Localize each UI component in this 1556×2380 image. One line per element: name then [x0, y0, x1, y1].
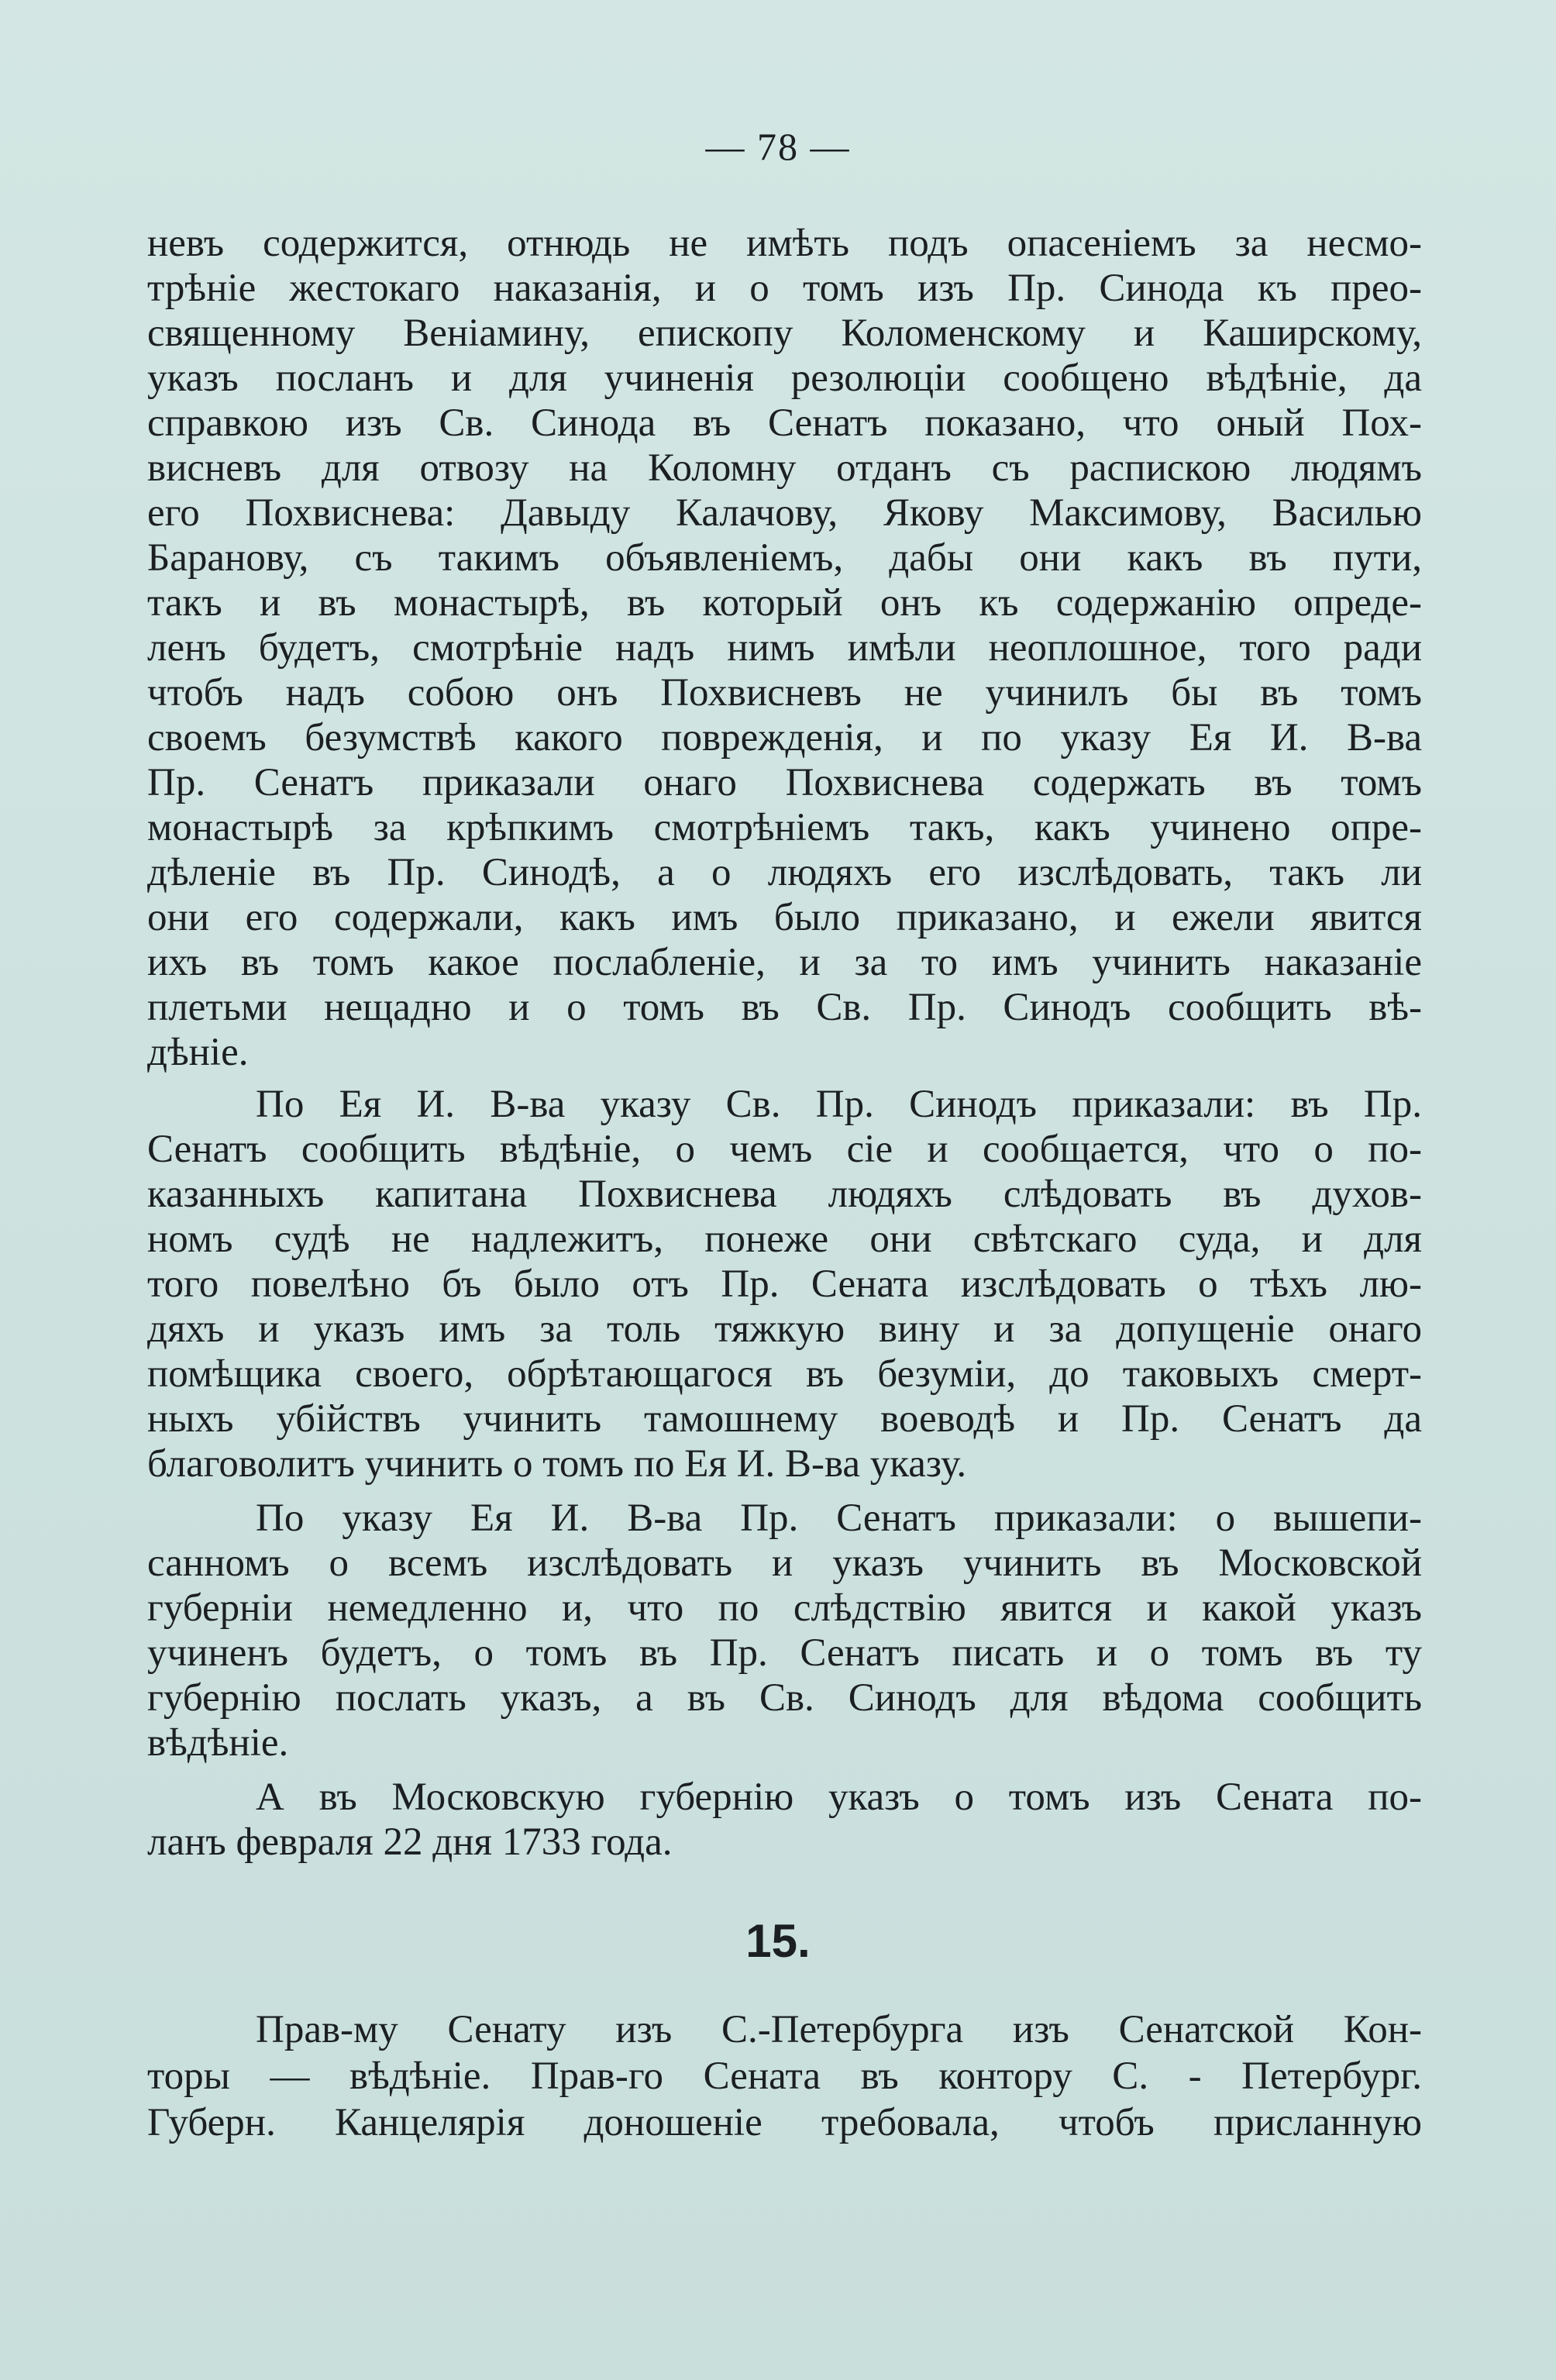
- text-line: трѣніе жестокаго наказанія, и о томъ изъ Пр. Синода къ прео-: [147, 267, 1422, 310]
- text-line: того повелѣно бъ было отъ Пр. Сената изслѣдовать о тѣхъ лю-: [147, 1262, 1422, 1306]
- text-line: ныхъ убійствъ учинить тамошнему воеводѣ и Пр. Сенатъ да: [147, 1397, 1422, 1441]
- text-line: ленъ будетъ, смотрѣніе надъ нимъ имѣли неоплошное, того ради: [147, 626, 1422, 670]
- text-line: висневъ для отвозу на Коломну отданъ съ распискою людямъ: [147, 446, 1422, 490]
- text-line: его Похвиснева: Давыду Калачову, Якову Максимову, Василью: [147, 491, 1422, 535]
- text-line: санномъ о всемъ изслѣдовать и указъ учинить въ Московской: [147, 1541, 1422, 1585]
- text-line: дяхъ и указъ имъ за толь тяжкую вину и за допущеніе онаго: [147, 1307, 1422, 1351]
- text-line: они его содержали, какъ имъ было приказано, и ежели явится: [147, 896, 1422, 939]
- text-line: вѣдѣніе.: [147, 1721, 289, 1765]
- text-line: помѣщика своего, обрѣтающагося въ безуміи, до таковыхъ смерт-: [147, 1352, 1422, 1396]
- text-line: Губерн. Канцелярія доношеніе требовала, чтобъ присланную: [147, 2101, 1422, 2144]
- text-line: дѣніе.: [147, 1031, 249, 1074]
- text-line: По Ея И. В-ва указу Св. Пр. Синодъ приказали: въ Пр.: [256, 1083, 1422, 1126]
- text-line: чтобъ надъ собою онъ Похвисневъ не учинилъ бы въ томъ: [147, 671, 1422, 715]
- text-line: губернію послать указъ, а въ Св. Синодъ для вѣдома сообщить: [147, 1676, 1422, 1720]
- text-line: дѣленіе въ Пр. Синодѣ, а о людяхъ его изслѣдовать, такъ ли: [147, 851, 1422, 894]
- text-line: учиненъ будетъ, о томъ въ Пр. Сенатъ писать и о томъ въ ту: [147, 1631, 1422, 1675]
- text-line: ланъ февраля 22 дня 1733 года.: [147, 1820, 673, 1864]
- text-line: По указу Ея И. В-ва Пр. Сенатъ приказали: о вышепи-: [256, 1497, 1422, 1540]
- text-line: невъ содержится, отнюдь не имѣть подъ опасеніемъ за несмо-: [147, 222, 1422, 265]
- text-line: номъ судѣ не надлежитъ, понеже они свѣтскаго суда, и для: [147, 1218, 1422, 1261]
- text-line: Пр. Сенатъ приказали онаго Похвиснева содержать въ томъ: [147, 761, 1422, 804]
- text-line: указъ посланъ и для учиненія резолюціи сообщено вѣдѣніе, да: [147, 356, 1422, 400]
- text-line: плетьми нещадно и о томъ въ Св. Пр. Синодъ сообщить вѣ-: [147, 986, 1422, 1029]
- page-number: — 78 —: [705, 125, 851, 168]
- text-line: губерніи немедленно и, что по слѣдствію явится и какой указъ: [147, 1586, 1422, 1630]
- text-line: священному Веніамину, епископу Коломенскому и Каширскому,: [147, 312, 1422, 355]
- text-line: казанныхъ капитана Похвиснева людяхъ слѣдовать въ духов-: [147, 1173, 1422, 1216]
- text-line: Баранову, съ такимъ объявленіемъ, дабы они какъ въ пути,: [147, 536, 1422, 580]
- text-line: такъ и въ монастырѣ, въ который онъ къ содержанію опреде-: [147, 581, 1422, 625]
- text-line: А въ Московскую губернію указъ о томъ изъ Сената по-: [256, 1776, 1422, 1819]
- section-number: 15.: [745, 1915, 811, 1967]
- text-line: благоволитъ учинить о томъ по Ея И. В-ва указу.: [147, 1442, 967, 1486]
- text-line: справкою изъ Св. Синода въ Сенатъ показано, что оный Пох-: [147, 401, 1422, 445]
- text-line: торы — вѣдѣніе. Прав-го Сената въ контору С. - Петербург.: [147, 2055, 1422, 2098]
- text-line: своемъ безумствѣ какого поврежденія, и по указу Ея И. В-ва: [147, 716, 1422, 759]
- text-line: ихъ въ томъ какое послабленіе, и за то имъ учинить наказаніе: [147, 941, 1422, 984]
- text-line: Сенатъ сообщить вѣдѣніе, о чемъ сіе и сообщается, что о по-: [147, 1128, 1422, 1171]
- text-line: Прав-му Сенату изъ С.-Петербурга изъ Сенатской Кон-: [256, 2008, 1422, 2051]
- text-line: монастырѣ за крѣпкимъ смотрѣніемъ такъ, какъ учинено опре-: [147, 806, 1422, 849]
